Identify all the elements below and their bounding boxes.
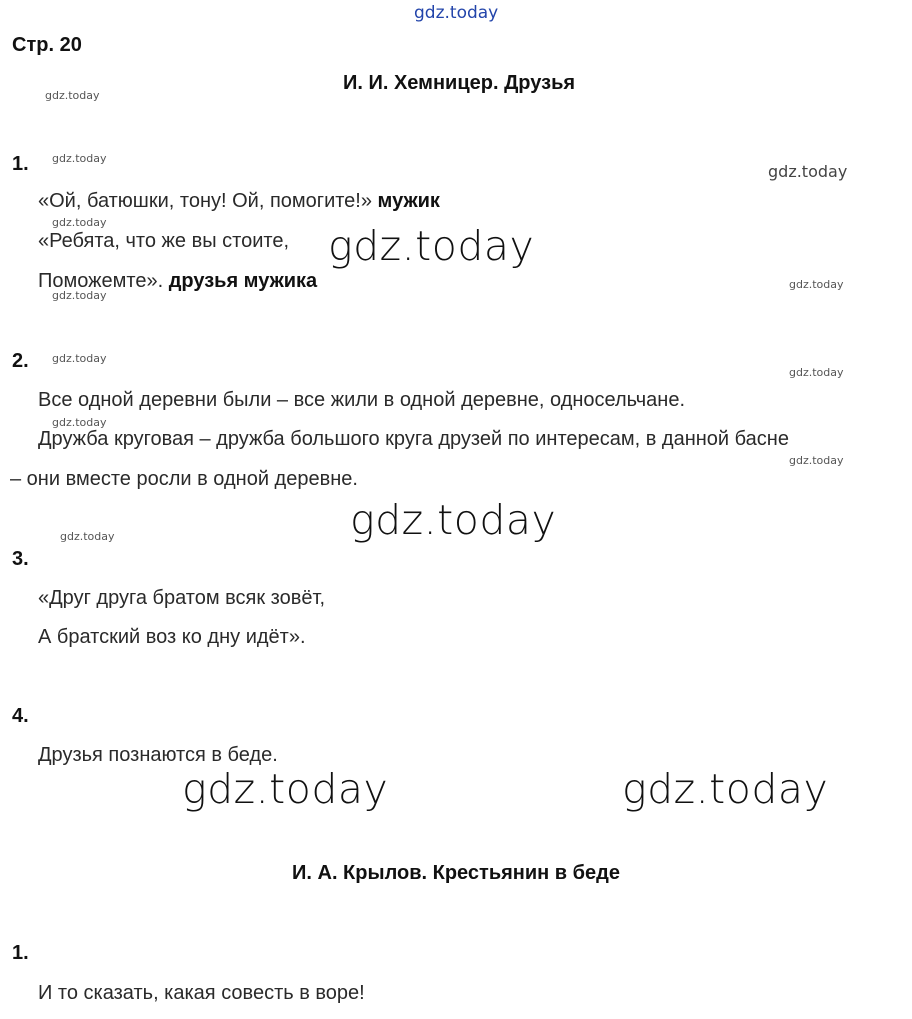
watermark-small: gdz.today xyxy=(52,289,107,302)
section-title-friends: И. И. Хемницер. Друзья xyxy=(342,72,576,94)
quote-text: «Ой, батюшки, тону! Ой, помогите!» xyxy=(38,190,372,212)
watermark-small: gdz.today xyxy=(60,530,115,543)
watermark-small: gdz.today xyxy=(789,454,844,467)
answer-line: А братский воз ко дну идёт». xyxy=(38,626,306,648)
quote-text: Поможемте». xyxy=(38,270,164,292)
watermark-small: gdz.today xyxy=(789,278,844,291)
answer-bold: мужик xyxy=(377,190,440,212)
answer-line: «Друг друга братом всяк зовёт, xyxy=(38,587,326,609)
answer-line: Все одной деревни были – все жили в одной деревне, односельчане. xyxy=(38,389,686,411)
answer-line: «Ребята, что же вы стоите, xyxy=(38,230,289,252)
answer-line: Друзья познаются в беде. xyxy=(38,744,278,766)
question-number-1: 1. xyxy=(12,153,29,175)
section-title-peasant: И. А. Крылов. Крестьянин в беде xyxy=(292,862,620,884)
question-number-2: 2. xyxy=(12,350,29,372)
watermark-large: gdz.today xyxy=(622,765,829,813)
answer-line xyxy=(38,190,440,213)
page-label: Стр. 20 xyxy=(12,34,82,56)
watermark-large: gdz.today xyxy=(182,765,389,813)
answer-bold: друзья мужика xyxy=(168,270,318,292)
watermark-top: gdz.today xyxy=(414,3,499,23)
answer-line: И то сказать, какая совесть в воре! xyxy=(38,982,365,1004)
watermark-small: gdz.today xyxy=(789,366,844,379)
watermark-small: gdz.today xyxy=(52,216,107,229)
question-number-1: 1. xyxy=(12,942,29,964)
answer-line: Дружба круговая – дружба большого круга друзей по интересам, в данной басне xyxy=(38,428,789,450)
watermark-large: gdz.today xyxy=(328,222,535,270)
watermark-small: gdz.today xyxy=(52,352,107,365)
watermark-small: gdz.today xyxy=(45,89,100,102)
question-number-4: 4. xyxy=(12,705,29,727)
question-number-3: 3. xyxy=(12,548,29,570)
watermark-medium: gdz.today xyxy=(768,162,848,181)
watermark-small: gdz.today xyxy=(52,416,107,429)
answer-line: – они вместе росли в одной деревне. xyxy=(10,468,358,490)
watermark-large: gdz.today xyxy=(350,496,557,544)
watermark-small: gdz.today xyxy=(52,152,107,165)
